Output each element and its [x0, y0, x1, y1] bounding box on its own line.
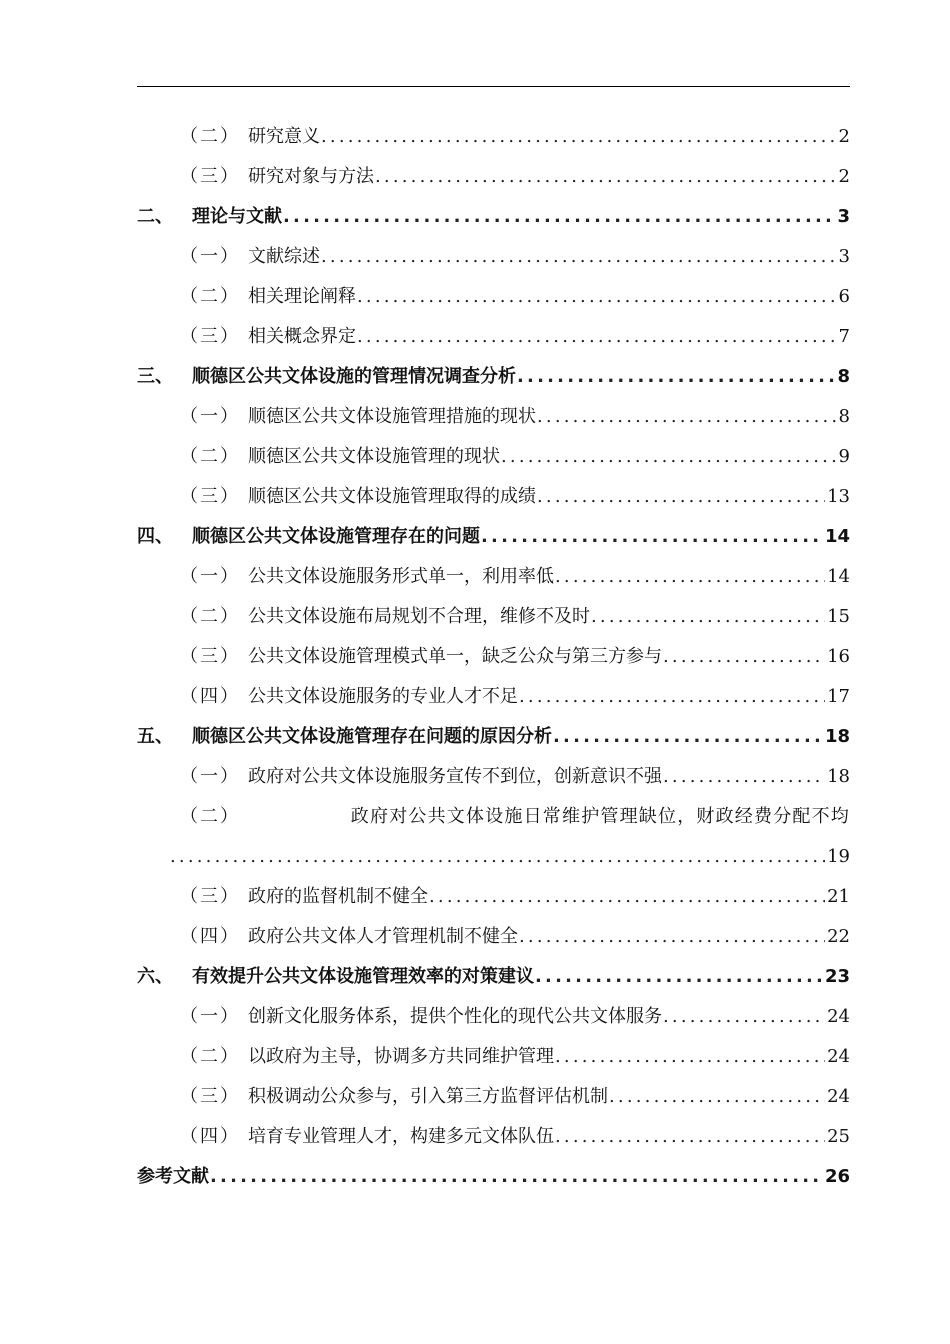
- toc-number: （二）: [180, 1046, 240, 1067]
- toc-number: （三）: [180, 1086, 240, 1107]
- toc-page: 2: [838, 166, 850, 187]
- toc-title: 相关理论阐释: [248, 286, 356, 307]
- toc-title: 政府的监督机制不健全: [248, 886, 428, 907]
- dot-leader: [555, 566, 825, 588]
- toc-title: 公共文体设施服务形式单一，利用率低: [248, 566, 554, 587]
- toc-page: 18: [827, 766, 850, 787]
- dot-leader: [537, 406, 837, 428]
- dot-leader: [591, 606, 825, 628]
- toc-number: （一）: [180, 766, 240, 787]
- toc-page: 23: [824, 966, 850, 987]
- toc-number: （四）: [180, 1126, 240, 1147]
- dot-leader: [357, 286, 837, 308]
- toc-number: （二）: [180, 606, 240, 627]
- dot-leader: [537, 486, 825, 508]
- toc-entry[interactable]: [0, 166, 950, 206]
- dot-leader: [210, 1166, 823, 1188]
- toc-entry[interactable]: [0, 646, 950, 686]
- toc-page: 26: [824, 1166, 850, 1187]
- toc-entry[interactable]: [0, 686, 950, 726]
- toc-page: 15: [827, 606, 850, 627]
- toc-entry[interactable]: [0, 126, 950, 166]
- toc-number: （一）: [180, 566, 240, 587]
- toc-entry[interactable]: [0, 406, 950, 446]
- toc-page: 25: [827, 1126, 850, 1147]
- toc-title: 创新文化服务体系，提供个性化的现代公共文体服务: [248, 1006, 662, 1027]
- toc-title: 相关概念界定: [248, 326, 356, 347]
- dot-leader: [663, 646, 825, 668]
- toc-entry[interactable]: [0, 926, 950, 966]
- toc-title: 积极调动公众参与，引入第三方监督评估机制: [248, 1086, 608, 1107]
- toc-number: （一）: [180, 246, 240, 267]
- toc-page: 18: [824, 726, 850, 747]
- toc-entry[interactable]: [0, 486, 950, 526]
- toc-entry[interactable]: [0, 326, 950, 366]
- toc-entry[interactable]: [0, 366, 950, 406]
- toc-number: （三）: [180, 166, 240, 187]
- toc-entry[interactable]: [0, 1086, 950, 1126]
- toc-page: 14: [824, 526, 850, 547]
- toc-number: （三）: [180, 886, 240, 907]
- toc-page: 9: [838, 446, 850, 467]
- toc-title: 顺德区公共文体设施管理存在问题的原因分析: [192, 726, 552, 747]
- dot-leader: [429, 886, 825, 908]
- toc-title: 有效提升公共文体设施管理效率的对策建议: [192, 966, 534, 987]
- dot-leader: [357, 326, 837, 348]
- toc-number: （一）: [180, 406, 240, 427]
- dot-leader: [555, 1126, 825, 1148]
- toc-page: 7: [838, 326, 850, 347]
- dot-leader: [519, 686, 825, 708]
- toc-entry[interactable]: [0, 1166, 950, 1206]
- dot-leader: [663, 1006, 825, 1028]
- dot-leader: [375, 166, 837, 188]
- toc-page: 2: [838, 126, 850, 147]
- toc-title: 顺德区公共文体设施管理措施的现状: [248, 406, 536, 427]
- toc-entry[interactable]: [0, 246, 950, 286]
- toc-number: （二）: [180, 446, 240, 467]
- toc-page: 8: [837, 366, 850, 387]
- toc-number: （二）: [180, 806, 240, 827]
- toc-number: （二）: [180, 286, 240, 307]
- toc-title: 顺德区公共文体设施的管理情况调查分析: [192, 366, 516, 387]
- toc-page: 14: [827, 566, 850, 587]
- toc-entry[interactable]: [0, 1006, 950, 1046]
- toc-page: 22: [827, 926, 850, 947]
- toc-entry[interactable]: [0, 806, 950, 886]
- toc-number: 三、: [137, 366, 173, 387]
- dot-leader: [321, 126, 837, 148]
- toc-page: 6: [838, 286, 850, 307]
- dot-leader: [517, 366, 835, 388]
- toc-title: 培育专业管理人才，构建多元文体队伍: [248, 1126, 554, 1147]
- toc-entry[interactable]: [0, 886, 950, 926]
- dot-leader: [663, 766, 825, 788]
- toc-page: 3: [837, 206, 850, 227]
- toc-entry[interactable]: [0, 206, 950, 246]
- toc-entry[interactable]: [0, 966, 950, 1006]
- toc-title: 以政府为主导，协调多方共同维护管理: [248, 1046, 554, 1067]
- toc-title: 理论与文献: [192, 206, 282, 227]
- toc-number: （三）: [180, 326, 240, 347]
- toc-title: 研究对象与方法: [248, 166, 374, 187]
- toc-number: 六、: [137, 966, 173, 987]
- dot-leader: [481, 526, 823, 548]
- toc-page: 19: [827, 846, 850, 867]
- toc-page: 21: [827, 886, 850, 907]
- toc-page: 3: [838, 246, 850, 267]
- toc-page: 17: [827, 686, 850, 707]
- toc-title: 公共文体设施布局规划不合理，维修不及时: [248, 606, 590, 627]
- toc-title: 政府公共文体人才管理机制不健全: [248, 926, 518, 947]
- dot-leader: [501, 446, 837, 468]
- toc-number: （四）: [180, 926, 240, 947]
- toc-number: （一）: [180, 1006, 240, 1027]
- toc-number: （三）: [180, 646, 240, 667]
- toc-title: 政府对公共文体设施日常维护管理缺位，财政经费分配不均: [350, 806, 850, 827]
- toc-page: 13: [827, 486, 850, 507]
- toc-page: 24: [827, 1006, 850, 1027]
- toc-title: 公共文体设施管理模式单一，缺乏公众与第三方参与: [248, 646, 662, 667]
- toc-number: 四、: [137, 526, 173, 547]
- toc-page: 16: [827, 646, 850, 667]
- toc-title: 顺德区公共文体设施管理的现状: [248, 446, 500, 467]
- toc-entry[interactable]: [0, 526, 950, 566]
- toc-entry[interactable]: [0, 1126, 950, 1166]
- toc-entry[interactable]: [0, 606, 950, 646]
- dot-leader: [553, 726, 823, 748]
- toc-entry[interactable]: [0, 726, 950, 766]
- dot-leader: [170, 846, 825, 868]
- dot-leader: [321, 246, 837, 268]
- toc-title: 顺德区公共文体设施管理取得的成绩: [248, 486, 536, 507]
- toc-title: 文献综述: [248, 246, 320, 267]
- toc-page: 24: [827, 1046, 850, 1067]
- toc-number: 五、: [137, 726, 173, 747]
- toc-number: （四）: [180, 686, 240, 707]
- toc-page: 24: [827, 1086, 850, 1107]
- toc-title: 研究意义: [248, 126, 320, 147]
- toc-title: 公共文体设施服务的专业人才不足: [248, 686, 518, 707]
- dot-leader: [609, 1086, 825, 1108]
- toc-number: （三）: [180, 486, 240, 507]
- header-rule: [137, 86, 850, 87]
- toc-entry[interactable]: [0, 286, 950, 326]
- toc-title: 政府对公共文体设施服务宣传不到位，创新意识不强: [248, 766, 662, 787]
- toc-title: 参考文献: [137, 1166, 209, 1187]
- dot-leader: [519, 926, 825, 948]
- toc-entry[interactable]: [0, 766, 950, 806]
- dot-leader: [283, 206, 835, 228]
- toc-entry[interactable]: [0, 446, 950, 486]
- toc-entry[interactable]: [0, 1046, 950, 1086]
- toc-page: 8: [838, 406, 850, 427]
- dot-leader: [535, 966, 823, 988]
- dot-leader: [555, 1046, 825, 1068]
- toc-number: （二）: [180, 126, 240, 147]
- toc-title: 顺德区公共文体设施管理存在的问题: [192, 526, 480, 547]
- toc-entry[interactable]: [0, 566, 950, 606]
- toc-number: 二、: [137, 206, 173, 227]
